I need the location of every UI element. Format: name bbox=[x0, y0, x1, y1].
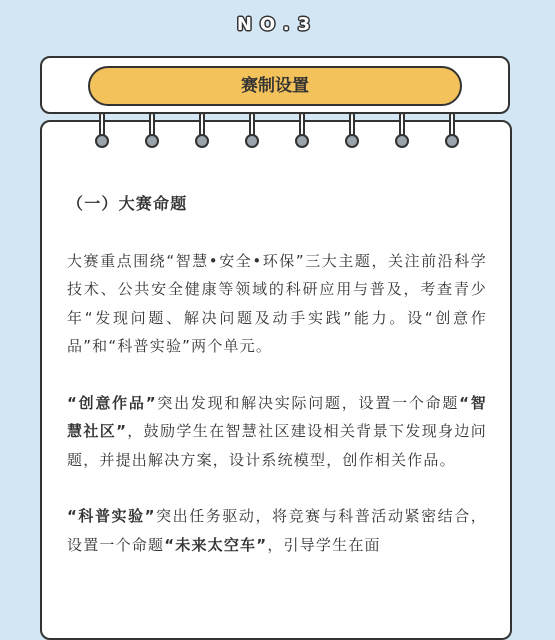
science-experiment-term: “科普实验” bbox=[67, 507, 156, 525]
article-body bbox=[67, 190, 487, 587]
section-number: NO.3 bbox=[236, 14, 319, 35]
section-heading: （一）大赛命题 bbox=[67, 194, 188, 213]
smart-community-term: “智慧社区” bbox=[67, 393, 487, 440]
binder-ring-icon bbox=[445, 112, 459, 148]
paragraph-intro: 大赛重点围绕“智慧•安全•环保”三大主题，关注前沿科学技术、公共安全健康等领域的科研应用与普及，考查青少年“发现问题、解决问题及动手实践”能力。设“创意作品”和“科普实验”两个单元。 bbox=[67, 251, 487, 355]
future-space-vehicle-text: ，引导学生在面 bbox=[267, 535, 381, 554]
paragraph-science-experiment bbox=[67, 502, 487, 559]
smart-community-text: ，鼓励学生在智慧社区建设相关背景下发现身边问题，并提出解决方案，设计系统模型，创作相关作品。 bbox=[67, 422, 487, 469]
paragraph-creative-works bbox=[67, 389, 487, 475]
future-space-vehicle-term: “未来太空车” bbox=[164, 535, 268, 554]
binder-ring-icon bbox=[145, 112, 159, 148]
binder-ring-icon bbox=[295, 112, 309, 148]
title-card bbox=[40, 56, 510, 114]
binder-ring-icon bbox=[245, 112, 259, 148]
binder-ring-icon bbox=[95, 112, 109, 148]
creative-works-term: “创意作品” bbox=[67, 393, 157, 412]
binder-ring-icon bbox=[195, 112, 209, 148]
binder-ring-icon bbox=[345, 112, 359, 148]
binder-ring-icon bbox=[395, 112, 409, 148]
creative-works-text: 突出发现和解决实际问题，设置一个命题 bbox=[156, 393, 460, 412]
science-experiment-text: 突出任务驱动，将竞赛与科普活动紧密结合，设置一个命题 bbox=[67, 507, 487, 554]
section-title: 赛制设置 bbox=[88, 66, 462, 106]
